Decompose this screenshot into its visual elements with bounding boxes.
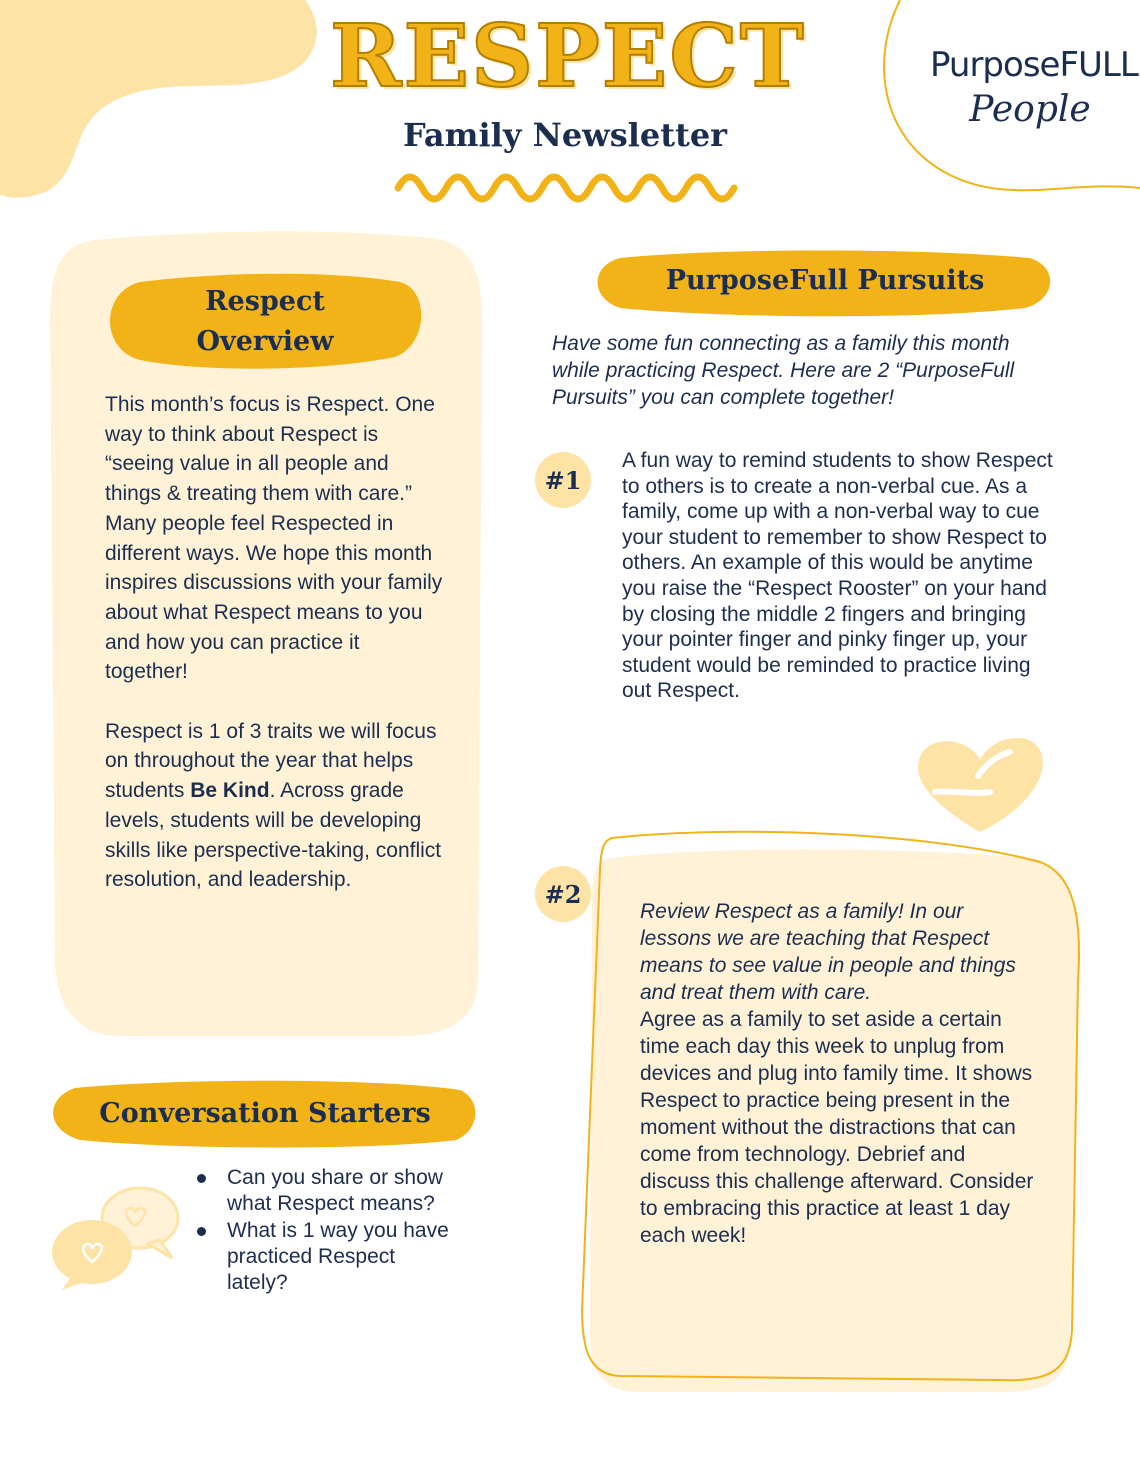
logo-text-line2: People — [969, 89, 1091, 130]
pursuit-2-body-text: Agree as a family to set aside a certain time each day this week to unplug from devices and plug into family time. It shows Respect to practice being present in the moment without the distractions that can come from technology. Debrief and discuss this challenge afterward. Consider to embracing this practice at least 1 day each week! — [640, 1008, 1034, 1247]
pursuit-1-badge: #1 — [535, 452, 591, 508]
page-title: RESPECT — [330, 6, 806, 107]
overview-paragraph-2 — [105, 717, 445, 895]
pursuit-2-text — [640, 898, 1040, 1249]
pursuit-1-text: A fun way to remind students to show Respect to others is to create a non-verbal cue. As a family, come up with a non-verbal way to cue your student to remember to show Respect to others. An example of this would be anytime you raise the “Respect Rooster” on your hand by closing the middle 2 fingers and bringing your pointer finger and pinky finger up, your student would be reminded to practice living out Respect. — [622, 449, 1053, 703]
pursuits-intro: Have some fun connecting as a family this month while practicing Respect. Here are 2 “PurposeFull Pursuits” you can complete together! — [552, 332, 1015, 409]
logo-text-line1: PurposeFULL — [930, 45, 1138, 85]
top-left-blob — [0, 0, 317, 198]
overview-heading-line2: Overview — [196, 326, 334, 357]
list-item: Can you share or show what Respect means? — [190, 1165, 450, 1218]
page-subtitle: Family Newsletter — [402, 116, 728, 154]
overview-heading — [110, 282, 420, 362]
pursuit-2-italic-text: Review Respect as a family! In our lessons we are teaching that Respect means to see value in people and things and treat them with care. — [640, 900, 1016, 1004]
overview-paragraph-2-end: . Across grade levels, students will be developing skills like perspective-taking, conflict resolution, and leadership. — [105, 779, 442, 892]
overview-heading-line1: Respect — [205, 286, 325, 317]
overview-paragraph-2-start: Respect is 1 of 3 traits we will focus on throughout the year that helps students — [105, 719, 437, 803]
overview-body — [105, 390, 445, 895]
list-item: What is 1 way you have practiced Respect lately? — [190, 1218, 450, 1297]
header-squiggle — [398, 177, 734, 199]
speech-bubbles-icon — [52, 1188, 178, 1290]
pursuit-2-badge: #2 — [535, 866, 591, 922]
overview-paragraph-1: This month’s focus is Respect. One way to think about Respect is “seeing value in all people and things & treating them with care.” Many people feel Respected in different ways. We hope this month inspires discussions with your family about what Respect means to you and how you can practice it together! — [105, 393, 443, 684]
pursuits-heading: PurposeFull Pursuits — [665, 265, 985, 296]
be-kind-emphasis: Be Kind — [190, 779, 270, 803]
conversation-list — [190, 1165, 450, 1296]
conversation-heading: Conversation Starters — [99, 1098, 431, 1129]
heart-hands-icon — [918, 738, 1043, 832]
